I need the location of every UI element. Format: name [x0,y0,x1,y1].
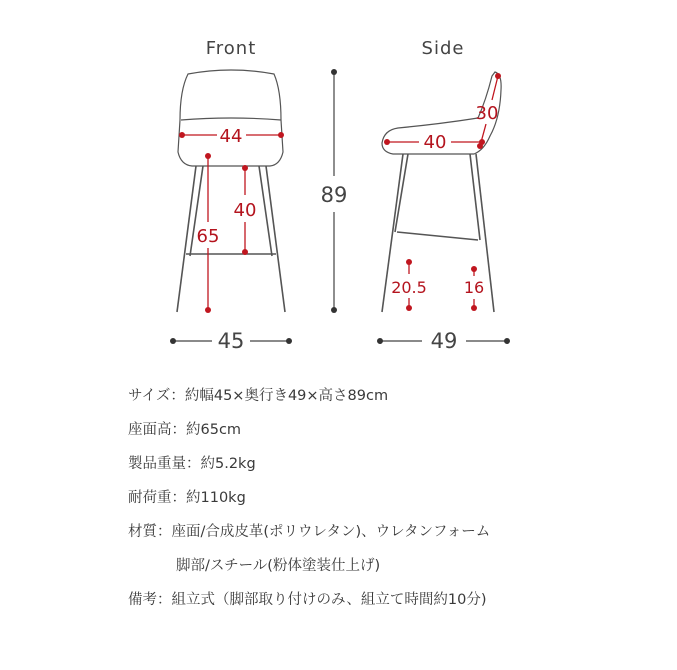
spec-row-material-legs [176,554,380,578]
spec-separator: ： [170,388,185,404]
spec-row-size [128,384,388,408]
front-leg-height-label: 40 [233,200,257,221]
side-view-title: Side [421,38,465,59]
spec-label: 材質 [128,524,157,540]
side-overall-depth-label: 49 [430,329,458,353]
side-footrest-height-label: 20.5 [391,278,427,297]
front-seat-height-label: 65 [196,226,220,247]
front-view-title: Front [205,38,257,59]
spec-row-load-capacity [128,486,246,510]
spec-separator: ： [186,456,201,472]
front-seat-width-label: 44 [219,126,243,147]
spec-row-material [128,520,490,544]
spec-separator: ： [171,422,186,438]
spec-row-notes [128,588,486,612]
spec-row-seat-height [128,418,241,442]
spec-row-weight [128,452,256,476]
spec-value: 脚部/スチール(粉体塗装仕上げ) [176,558,381,574]
side-seat-depth-label: 40 [423,132,447,153]
side-footrest-floor-label: 16 [463,278,485,297]
spec-value: 約幅45×奥行き49×高さ89cm [184,388,389,404]
side-back-height-label: 30 [475,103,499,124]
spec-value: 座面/合成皮革(ポリウレタン)、ウレタンフォーム [171,524,491,540]
spec-value: 組立式（脚部取り付けのみ、組立て時間約10分) [171,592,487,608]
spec-separator: ： [171,490,186,506]
spec-value: 約65cm [186,422,242,438]
spec-separator: ： [157,524,172,540]
spec-value: 約110kg [186,490,246,506]
front-chair-outline [177,70,285,312]
spec-label: サイズ [128,388,171,404]
front-overall-width-label: 45 [217,329,245,353]
spec-label: 製品重量 [128,456,186,472]
spec-label: 耐荷重 [128,490,172,506]
overall-height-label: 89 [320,183,348,207]
spec-value: 約5.2kg [200,456,256,472]
spec-label: 座面高 [128,422,172,438]
spec-label: 備考 [128,592,157,608]
spec-separator: ： [157,592,172,608]
